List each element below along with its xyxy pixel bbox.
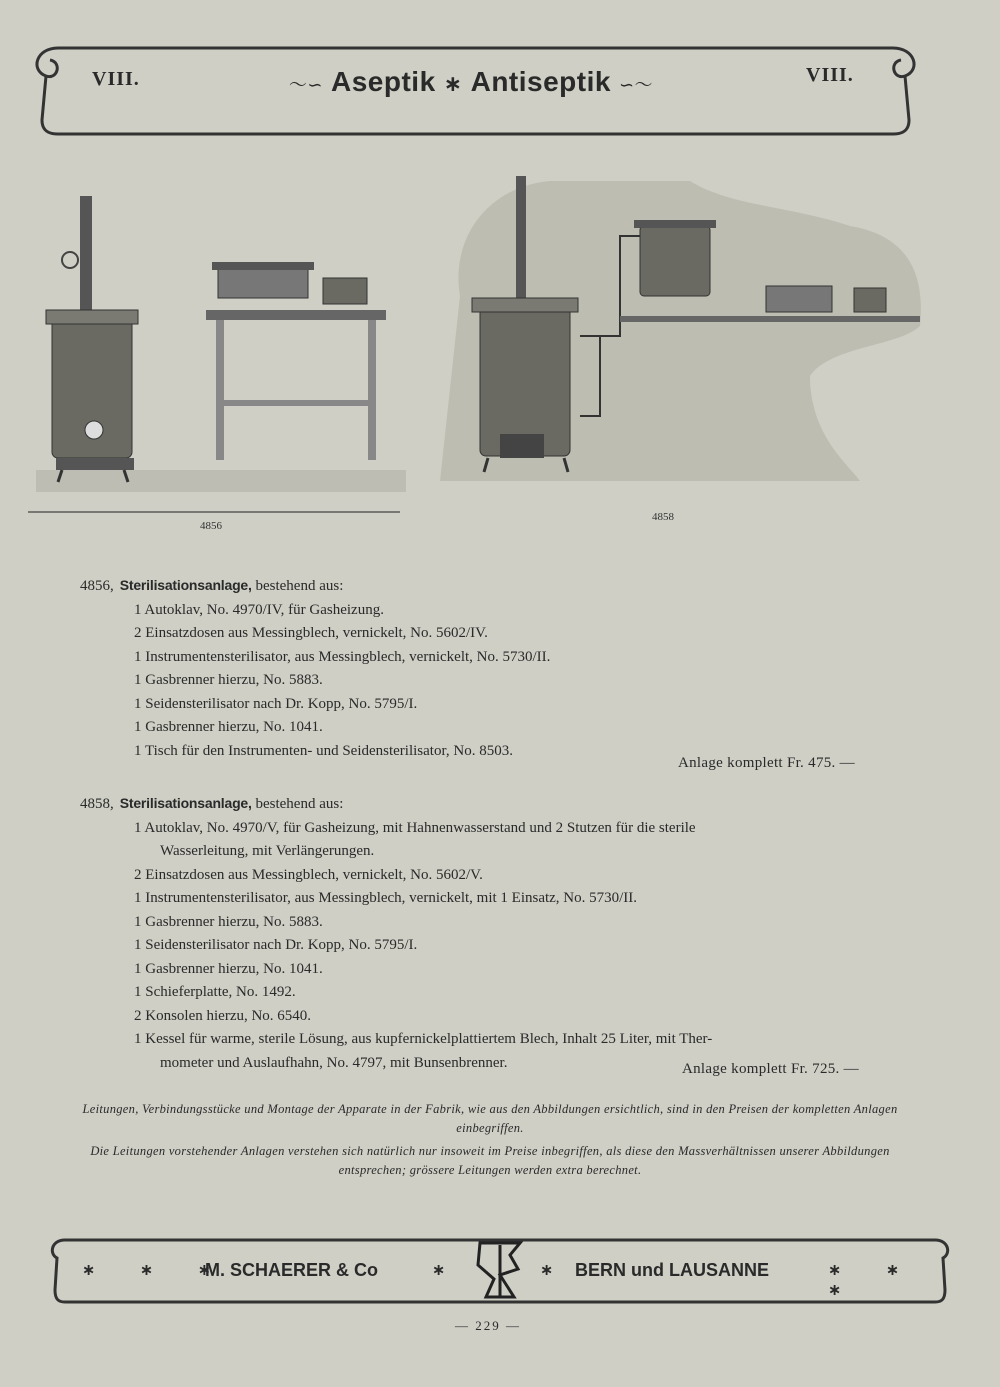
illustration-4858 (430, 176, 930, 486)
list-item: 2 Konsolen hierzu, No. 6540. (134, 1007, 312, 1024)
page-number: — 229 — (455, 1318, 521, 1333)
list-item: 1 Gasbrenner hierzu, No. 5883. (134, 913, 323, 930)
list-item-continuation: Wasserleitung, mit Verlängerungen. (160, 843, 375, 859)
product-name: Sterilisationsanlage, (119, 577, 252, 593)
component-list (80, 599, 550, 764)
note-paragraph: Leitungen, Verbindungsstücke und Montage der Apparate in der Fabrik, wie aus den Abbildungen ersichtlich, sind in den Preisen der kompletten Anlagen einbegriffen. (82, 1102, 898, 1135)
entry-intro: bestehend aus: (255, 578, 344, 594)
title-aseptik: Aseptik (331, 66, 436, 97)
title-separator: ∗ (443, 71, 463, 96)
list-item: 2 Einsatzdosen aus Messingblech, vernickelt, No. 5602/V. (134, 866, 483, 883)
figure-label-4858: 4858 (652, 511, 674, 523)
company-monogram-icon (470, 1235, 530, 1310)
list-item-text: 1 Kessel für warme, sterile Lösung, aus kupfernickelplattiertem Blech, Inhalt 25 Liter, mit Ther- (134, 1031, 713, 1047)
swash-ornament-icon: ∽～ (618, 75, 654, 95)
entry-intro: bestehend aus: (255, 796, 344, 812)
list-item (134, 817, 712, 864)
footer-stars-left: ∗ ∗ ∗ (82, 1262, 232, 1279)
figure-label-4856: 4856 (200, 520, 222, 532)
price-4858: Anlage komplett Fr. 725. — (682, 1061, 859, 1077)
note-paragraph: Die Leitungen vorstehender Anlagen verstehen sich natürlich nur insoweit im Preise inbegriffen, als diese den Massverhältnissen unserer Abbildungen entsprechen; grössere Leitungen werden extra berechnet. (90, 1144, 890, 1177)
list-item: 1 Gasbrenner hierzu, No. 1041. (134, 719, 323, 735)
page-title (256, 66, 686, 98)
list-item: 2 Einsatzdosen aus Messingblech, vernickelt, No. 5602/IV. (134, 625, 488, 641)
list-item-continuation: mometer und Auslaufhahn, No. 4797, mit Bunsenbrenner. (160, 1054, 508, 1071)
list-item: 1 Gasbrenner hierzu, No. 1041. (134, 960, 323, 977)
list-item: 1 Schieferplatte, No. 1492. (134, 984, 296, 1000)
footer-star: ∗ (432, 1262, 466, 1279)
list-item: 1 Autoklav, No. 4970/IV, für Gasheizung. (134, 601, 384, 618)
illustration-4856 (28, 190, 408, 520)
entry-4858 (80, 792, 712, 1075)
entry-number: 4858, (80, 796, 114, 812)
list-item: 1 Instrumentensterilisator, aus Messingblech, vernickelt, mit 1 Einsatz, No. 5730/II. (134, 890, 638, 906)
section-number-right: VIII. (806, 64, 854, 86)
company-location: BERN und LAUSANNE (575, 1260, 769, 1280)
entry-heading (80, 574, 550, 599)
entry-number: 4856, (80, 578, 114, 594)
list-item (134, 1028, 712, 1075)
section-number-left: VIII. (92, 68, 140, 90)
swash-ornament-icon: ～∽ (288, 75, 324, 95)
list-item: 1 Instrumentensterilisator, aus Messingblech, vernickelt, No. 5730/II. (134, 648, 551, 665)
entry-heading (80, 792, 712, 817)
company-name: M. SCHAERER & Co (205, 1260, 379, 1280)
list-item: 1 Gasbrenner hierzu, No. 5883. (134, 672, 323, 688)
list-item: 1 Tisch für den Instrumenten- und Seidensterilisator, No. 8503. (134, 742, 513, 759)
price-4856: Anlage komplett Fr. 475. — (678, 755, 855, 771)
entry-4856 (80, 574, 550, 763)
footer-star: ∗ (540, 1262, 574, 1279)
component-list (80, 817, 712, 1076)
list-item-text: 1 Autoklav, No. 4970/V, für Gasheizung, mit Hahnenwasserstand und 2 Stutzen für die sterile (134, 819, 696, 836)
footer-stars-right: ∗ ∗ ∗ (828, 1262, 920, 1299)
list-item: 1 Seidensterilisator nach Dr. Kopp, No. 5795/I. (134, 695, 418, 712)
list-item: 1 Seidensterilisator nach Dr. Kopp, No. 5795/I. (134, 937, 418, 953)
title-antiseptik: Antiseptik (470, 66, 611, 97)
product-name: Sterilisationsanlage, (119, 795, 252, 811)
footnotes (60, 1100, 920, 1184)
